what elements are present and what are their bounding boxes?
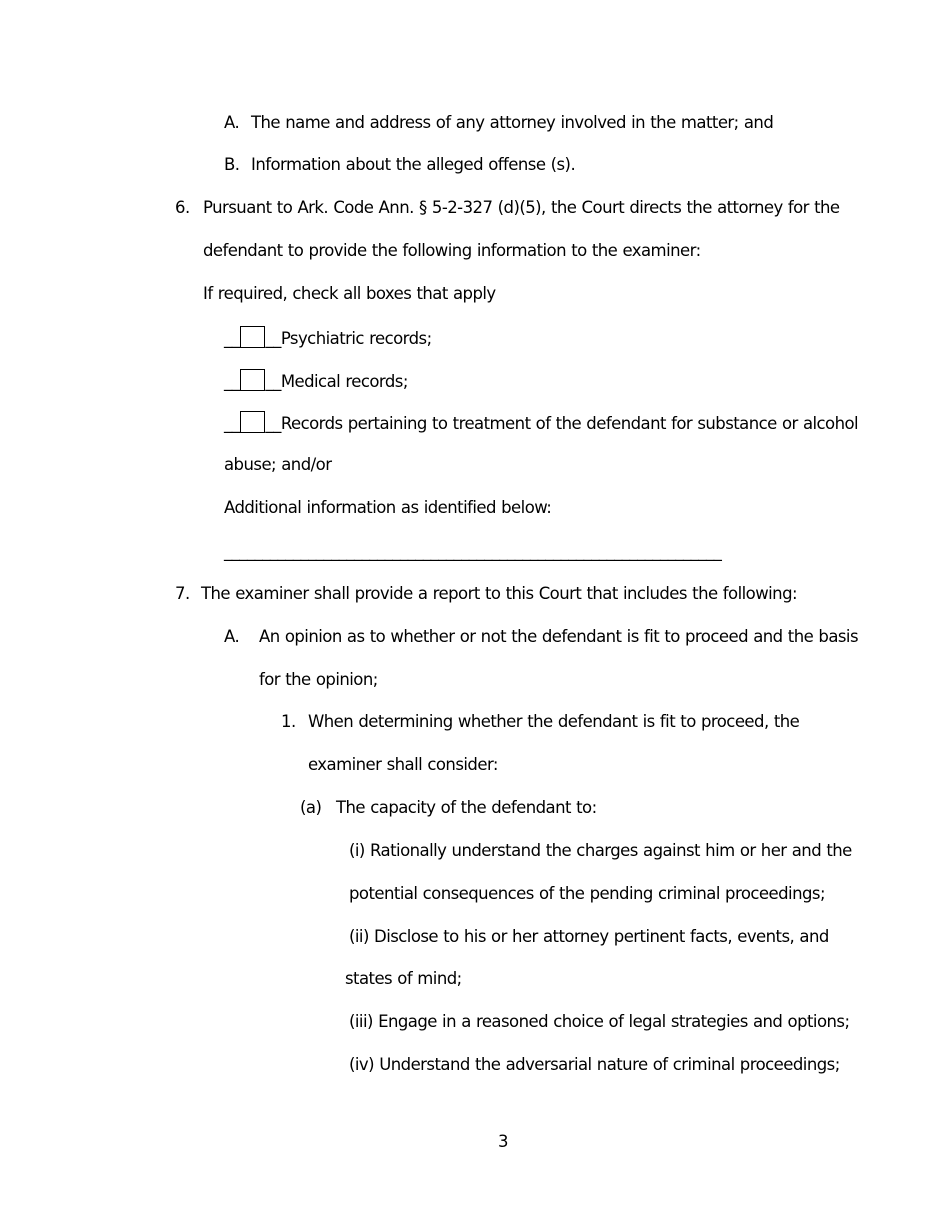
checkbox-row-medical: [224, 369, 408, 392]
item7-sub-1-line1: When determining whether the defendant is fit to proceed, the: [308, 712, 800, 731]
item6-instruction: If required, check all boxes that apply: [203, 284, 496, 303]
item6-line1: Pursuant to Ark. Code Ann. § 5-2-327 (d)(5), the Court directs the attorney for the: [203, 198, 840, 217]
checkbox-prefix: __: [224, 372, 240, 391]
item6-additional-info: Additional information as identified below:: [224, 498, 552, 517]
item5-sub-a-label: A.: [224, 113, 240, 132]
roman-ii-line2: states of mind;: [345, 969, 462, 988]
item7-number: 7.: [175, 584, 190, 603]
item7-sub-a-line2: for the opinion;: [259, 670, 378, 689]
checkbox-prefix: __: [224, 414, 240, 433]
medical-records-checkbox[interactable]: [240, 369, 265, 391]
substance-records-label: Records pertaining to treatment of the defendant for substance or alcohol: [280, 414, 859, 433]
item7-sub-1-label: 1.: [281, 712, 296, 731]
item7-sub-a-paren-text: The capacity of the defendant to:: [336, 798, 597, 817]
item7-sub-a-line1: An opinion as to whether or not the defendant is fit to proceed and the basis: [259, 627, 859, 646]
roman-iii: (iii) Engage in a reasoned choice of legal strategies and options;: [349, 1012, 850, 1031]
substance-records-checkbox[interactable]: [240, 411, 265, 433]
checkbox-prefix: __: [224, 329, 240, 348]
item7-sub-a-label: A.: [224, 627, 240, 646]
item5-sub-a-text: The name and address of any attorney involved in the matter; and: [251, 113, 774, 132]
checkbox-suffix: __: [265, 329, 281, 348]
checkbox-suffix: __: [265, 372, 281, 391]
page-number: 3: [498, 1132, 508, 1151]
item7-sub-1-line2: examiner shall consider:: [308, 755, 498, 774]
item7-sub-a-paren-label: (a): [300, 798, 322, 817]
additional-info-blank-line[interactable]: _________________________________________________________________: [224, 542, 722, 561]
item5-sub-b-text: Information about the alleged offense (s).: [251, 155, 576, 174]
roman-iv: (iv) Understand the adversarial nature of criminal proceedings;: [349, 1055, 840, 1074]
medical-records-label: Medical records;: [280, 372, 408, 391]
item6-line2: defendant to provide the following information to the examiner:: [203, 241, 701, 260]
item7-line1: The examiner shall provide a report to this Court that includes the following:: [201, 584, 798, 603]
roman-i-line2: potential consequences of the pending criminal proceedings;: [349, 884, 825, 903]
item5-sub-b-label: B.: [224, 155, 240, 174]
psychiatric-records-checkbox[interactable]: [240, 326, 265, 348]
roman-ii-line1: (ii) Disclose to his or her attorney pertinent facts, events, and: [349, 927, 829, 946]
checkbox-row-psychiatric: [224, 326, 432, 349]
roman-i-line1: (i) Rationally understand the charges against him or her and the: [349, 841, 852, 860]
checkbox-suffix: __: [265, 414, 281, 433]
item6-continuation: abuse; and/or: [224, 455, 332, 474]
checkbox-row-substance: [224, 411, 858, 434]
psychiatric-records-label: Psychiatric records;: [280, 329, 432, 348]
item6-number: 6.: [175, 198, 190, 217]
